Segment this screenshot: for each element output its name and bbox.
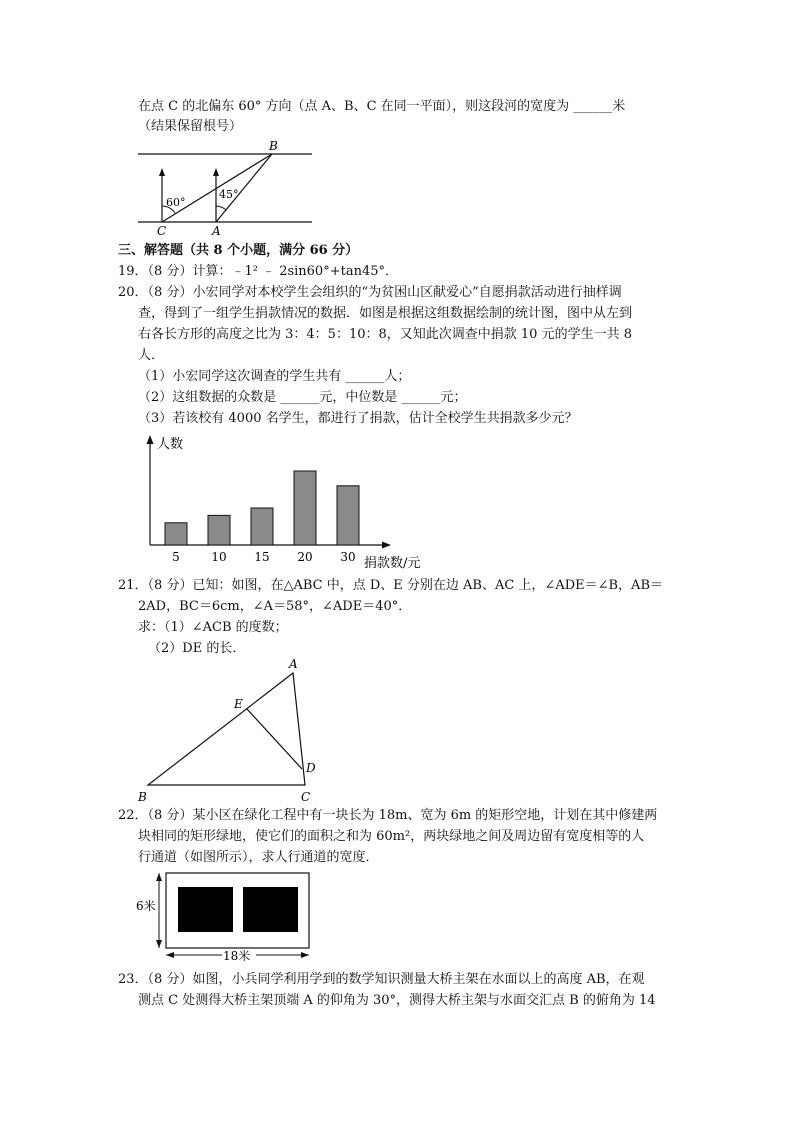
q21-triangle-figure xyxy=(130,655,330,805)
tick-label-15: 15 xyxy=(254,550,270,564)
triangle-abc xyxy=(148,673,305,785)
tick-label-5: 5 xyxy=(172,550,180,564)
label-b: B xyxy=(138,790,147,804)
x-axis-arrow xyxy=(382,542,391,549)
green-area-left xyxy=(178,887,233,932)
y-axis-arrow xyxy=(147,435,154,444)
q18-label-c: C xyxy=(157,224,167,238)
bar-15 xyxy=(251,508,273,545)
tick-label-20: 20 xyxy=(297,550,313,564)
q20-line3: 右各长方形的高度之比为 3：4：5：10：8，又知此次调查中捐款 10 元的学生一共 8 xyxy=(138,327,632,342)
label-d: D xyxy=(306,761,316,775)
q23-line2: 测点 C 处测得大桥主架顶端 A 的仰角为 30°，测得大桥主架与水面交汇点 B 的俯角为 14 xyxy=(138,993,656,1008)
q20-sub1: （1）小宏同学这次调查的学生共有 ______人； xyxy=(138,369,411,384)
q21-line4: （2）DE 的长． xyxy=(148,641,246,656)
x-axis-label: 捐款数/元 xyxy=(364,556,421,571)
q18-label-a: A xyxy=(212,224,221,238)
q21-line3: 求：（1）∠ACB 的度数； xyxy=(138,620,288,635)
q20-sub3: （3）若该校有 4000 名学生，都进行了捐款，估计全校学生共捐款多少元？ xyxy=(138,411,578,426)
tick-label-10: 10 xyxy=(211,550,227,564)
q19-text: 19．（8 分）计算：﹣1² ﹣ 2sin60°+tan45°． xyxy=(118,264,398,279)
q22-line3: 行通道（如图所示），求人行通道的宽度． xyxy=(138,850,379,865)
q18-angle-a: 45° xyxy=(219,188,239,201)
q23-line1: 23．（8 分）如图，小兵同学利用学到的数学知识测量大桥主架在水面以上的高度 AB，在观 xyxy=(118,972,645,987)
green-area-right xyxy=(243,887,298,932)
q20-line4: 人． xyxy=(138,348,165,363)
tick-label-30: 30 xyxy=(340,550,356,564)
q18-line1: 在点 C 的北偏东 60° 方向（点 A、B、C 在同一平面），则这段河的宽度为 ______米 xyxy=(138,99,626,114)
q18-figure xyxy=(130,138,320,238)
q20-line1: 20．（8 分）小宏同学对本校学生会组织的“为贫困山区献爱心”自愿捐款活动进行抽样调 xyxy=(118,285,622,300)
bar-30 xyxy=(337,486,359,545)
y-axis-label: 人数 xyxy=(157,437,184,452)
q18-angle-c: 60° xyxy=(166,196,186,209)
section3-title: 三、解答题（共 8 个小题，满分 66 分） xyxy=(118,243,359,258)
segment-de xyxy=(247,709,302,769)
q18-label-b: B xyxy=(269,139,278,153)
q20-sub2: （2）这组数据的众数是 ______元，中位数是 ______元； xyxy=(138,390,467,405)
width-label: 6米 xyxy=(136,899,156,913)
q20-bar-chart xyxy=(130,430,450,575)
q20-line2: 查，得到了一组学生捐款情况的数据．如图是根据这组数据绘制的统计图，图中从左到 xyxy=(138,306,633,321)
label-a: A xyxy=(289,657,298,671)
q22-line1: 22．（8 分）某小区在绿化工程中有一块长为 18m、宽为 6m 的矩形空地，计划在其中修建两 xyxy=(118,808,658,823)
q22-line2: 块相同的矩形绿地，使它们的面积之和为 60m²，两块绿地之间及周边留有宽度相等的人 xyxy=(138,829,645,844)
label-c: C xyxy=(301,790,311,804)
bar-10 xyxy=(208,515,230,545)
bar-20 xyxy=(294,471,316,545)
q18-line2: （结果保留根号） xyxy=(138,119,243,134)
q22-rectangle-figure xyxy=(132,865,322,965)
q21-line2: 2AD，BC＝6cm，∠A＝58°，∠ADE＝40°． xyxy=(138,599,412,614)
length-label: 18米 xyxy=(223,949,251,963)
bar-5 xyxy=(165,523,187,545)
q21-line1: 21．（8 分）已知：如图，在△ABC 中，点 D、E 分别在边 AB、AC 上，∠ADE＝∠B，AB＝ xyxy=(118,578,664,593)
label-e: E xyxy=(234,697,243,711)
